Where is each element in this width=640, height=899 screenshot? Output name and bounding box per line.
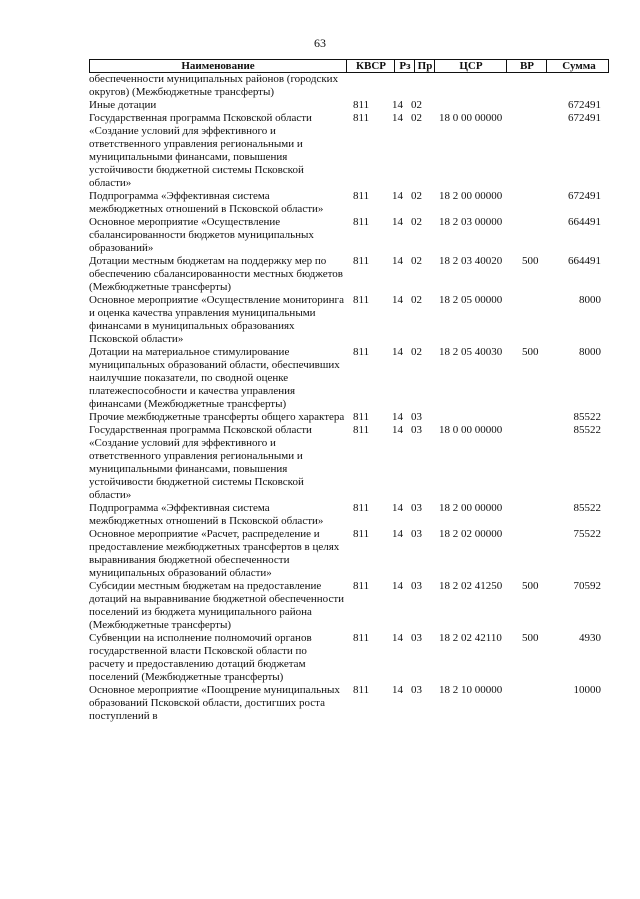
table-row (89, 99, 609, 112)
row-sum: 85522 (573, 502, 601, 514)
row-rz: 14 (392, 502, 403, 514)
row-kvsr: 811 (353, 294, 370, 306)
row-rz: 14 (392, 255, 403, 267)
header-csr: ЦСР (434, 60, 507, 73)
row-rz: 14 (392, 684, 403, 696)
table-row (89, 424, 609, 502)
row-sum: 85522 (573, 411, 601, 423)
row-rz: 14 (392, 112, 403, 124)
row-pr: 03 (411, 632, 422, 644)
row-rz: 14 (392, 190, 403, 202)
row-rz: 14 (392, 528, 403, 540)
row-name: Субсидии местным бюджетам на предоставление дотаций на выравнивание бюджетной обеспеченности поселений из бюджета муниципального района (Межбюджетные трансферты) (89, 580, 345, 631)
table-row (89, 580, 609, 632)
row-pr: 02 (411, 99, 422, 111)
budget-table (89, 59, 609, 723)
row-kvsr: 811 (353, 580, 370, 592)
row-kvsr: 811 (353, 502, 370, 514)
header-name: Наименование (181, 60, 255, 72)
row-sum: 672491 (568, 190, 601, 202)
row-csr: 18 2 10 00000 (439, 684, 503, 696)
header-kvsr: КВСР (346, 60, 395, 73)
row-kvsr: 811 (353, 255, 370, 267)
row-name: Основное мероприятие «Осуществление мониторинга и оценка качества управления муниципальными финансами в муниципальных образованиях Псковской области» (89, 294, 344, 345)
row-rz: 14 (392, 632, 403, 644)
row-kvsr: 811 (353, 528, 370, 540)
row-rz: 14 (392, 294, 403, 306)
row-sum: 10000 (573, 684, 601, 696)
row-csr: 18 2 05 00000 (439, 294, 503, 306)
header-vr: ВР (506, 60, 547, 73)
row-kvsr: 811 (353, 411, 370, 423)
row-sum: 4930 (579, 632, 601, 644)
table-row (89, 73, 609, 99)
row-vr: 500 (522, 632, 539, 644)
header-sum: Сумма (546, 60, 611, 73)
header-pr: Пр (414, 60, 435, 73)
table-row (89, 684, 609, 723)
table-row (89, 255, 609, 294)
row-name: Подпрограмма «Эффективная система межбюджетных отношений в Псковской области» (89, 502, 324, 527)
row-csr: 18 2 02 41250 (439, 580, 503, 592)
table-header (89, 59, 609, 73)
row-sum: 85522 (573, 424, 601, 436)
row-pr: 03 (411, 411, 422, 423)
row-name: Основное мероприятие «Осуществление сбалансированности бюджетов муниципальных образований» (89, 216, 314, 254)
row-rz: 14 (392, 99, 403, 111)
row-name: обеспеченности муниципальных районов (городских округов) (Межбюджетные трансферты) (89, 73, 339, 98)
row-rz: 14 (392, 580, 403, 592)
row-csr: 18 0 00 00000 (439, 112, 503, 124)
row-csr: 18 0 00 00000 (439, 424, 503, 436)
row-name: Подпрограмма «Эффективная система межбюджетных отношений в Псковской области» (89, 190, 324, 215)
row-pr: 03 (411, 528, 422, 540)
row-pr: 03 (411, 502, 422, 514)
row-name: Субвенции на исполнение полномочий органов государственной власти Псковской области по расчету и предоставлению дотаций бюджетам поселений (Межбюджетные трансферты) (89, 632, 312, 683)
table-row (89, 411, 609, 424)
row-vr: 500 (522, 255, 539, 267)
row-sum: 8000 (579, 294, 601, 306)
row-pr: 02 (411, 255, 422, 267)
row-kvsr: 811 (353, 112, 370, 124)
row-vr: 500 (522, 346, 539, 358)
row-name: Иные дотации (89, 99, 157, 111)
row-pr: 02 (411, 216, 422, 228)
row-pr: 02 (411, 190, 422, 202)
row-name: Дотации местным бюджетам на поддержку мер по обеспечению сбалансированности местных бюджетов (Межбюджетные трансферты) (89, 255, 343, 293)
table-row (89, 502, 609, 528)
row-pr: 03 (411, 684, 422, 696)
row-csr: 18 2 00 00000 (439, 502, 503, 514)
row-kvsr: 811 (353, 190, 370, 202)
row-sum: 672491 (568, 112, 601, 124)
table-row (89, 346, 609, 411)
row-kvsr: 811 (353, 99, 370, 111)
row-csr: 18 2 05 40030 (439, 346, 503, 358)
row-name: Государственная программа Псковской области «Создание условий для эффективного и ответственного управления региональными и муниципальными финансами, повышения устойчивости бюджетной системы Псковской области» (89, 424, 312, 501)
row-pr: 02 (411, 112, 422, 124)
row-rz: 14 (392, 424, 403, 436)
row-rz: 14 (392, 346, 403, 358)
row-rz: 14 (392, 216, 403, 228)
row-sum: 8000 (579, 346, 601, 358)
row-csr: 18 2 00 00000 (439, 190, 503, 202)
row-kvsr: 811 (353, 216, 370, 228)
page-number: 63 (314, 36, 326, 50)
row-vr: 500 (522, 580, 539, 592)
row-sum: 664491 (568, 216, 601, 228)
row-kvsr: 811 (353, 684, 370, 696)
row-csr: 18 2 02 42110 (439, 632, 502, 644)
row-kvsr: 811 (353, 424, 370, 436)
row-name: Прочие межбюджетные трансферты общего характера (89, 411, 345, 423)
row-sum: 664491 (568, 255, 601, 267)
row-name: Основное мероприятие «Поощрение муниципальных образований Псковской области, достигших роста поступлений в (89, 684, 340, 722)
row-csr: 18 2 03 00000 (439, 216, 503, 228)
row-sum: 70592 (573, 580, 601, 592)
table-row (89, 632, 609, 684)
row-csr: 18 2 03 40020 (439, 255, 503, 267)
row-kvsr: 811 (353, 632, 370, 644)
table-body (89, 73, 609, 723)
row-sum: 75522 (573, 528, 601, 540)
row-pr: 03 (411, 424, 422, 436)
row-name: Основное мероприятие «Расчет, распределение и предоставление межбюджетных трансфертов в целях выравнивания бюджетной обеспеченности муниципальных образований области» (89, 528, 340, 579)
table-row (89, 528, 609, 580)
row-pr: 02 (411, 294, 422, 306)
row-rz: 14 (392, 411, 403, 423)
row-csr: 18 2 02 00000 (439, 528, 503, 540)
row-kvsr: 811 (353, 346, 370, 358)
row-name: Дотации на материальное стимулирование муниципальных образований области, обеспечивших наилучшие показатели, по сводной оценке платежеспособности и качества управления финансами (Межбюджетные трансферты) (89, 346, 340, 410)
table-row (89, 216, 609, 255)
row-name: Государственная программа Псковской области «Создание условий для эффективного и ответственного управления региональными и муниципальными финансами, повышения устойчивости бюджетной системы Псковской области» (89, 112, 312, 189)
row-sum: 672491 (568, 99, 601, 111)
header-rz: Рз (394, 60, 415, 73)
table-row (89, 112, 609, 190)
table-row (89, 190, 609, 216)
row-pr: 03 (411, 580, 422, 592)
table-row (89, 294, 609, 346)
row-pr: 02 (411, 346, 422, 358)
